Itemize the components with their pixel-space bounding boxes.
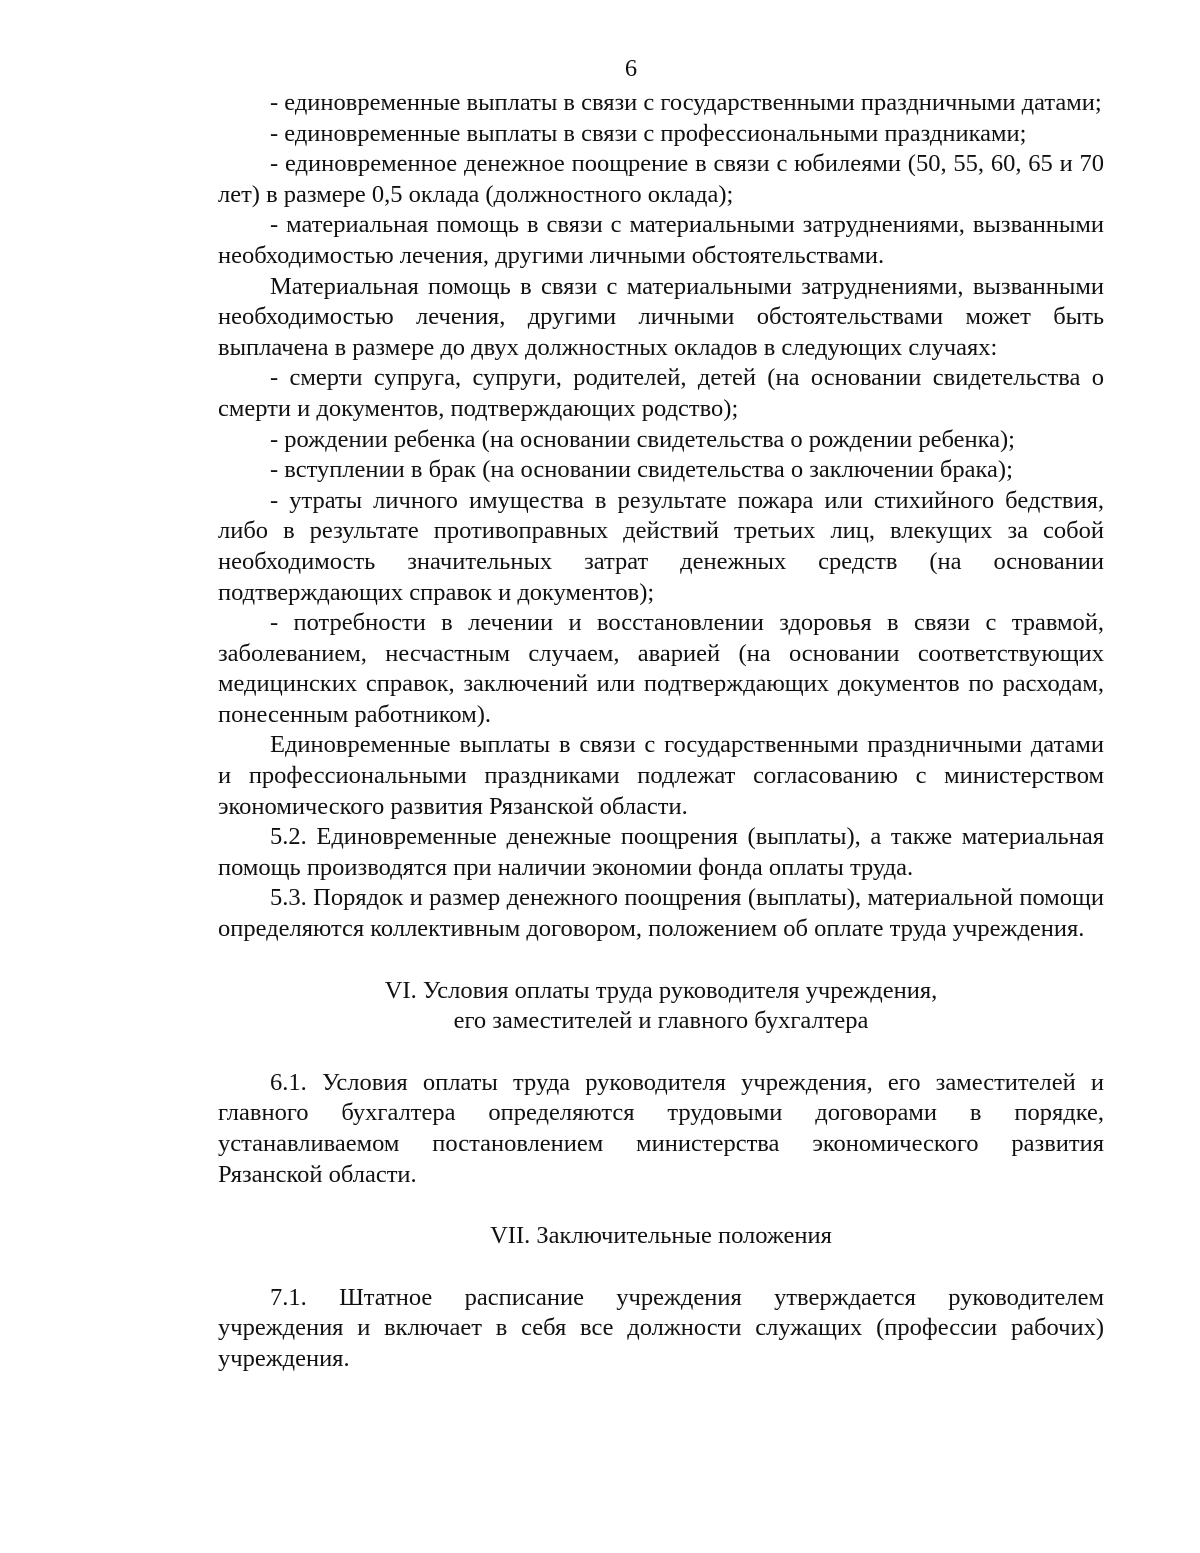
- paragraph: 6.1. Условия оплаты труда руководителя учреждения, его заместителей и главного бухгалтера определяются трудовыми договорами в порядке, устанавливаемом постановлением министерства экономического развития Рязанской области.: [218, 1068, 1104, 1188]
- paragraph: - утраты личного имущества в результате пожара или стихийного бедствия, либо в результате противоправных действий третьих лиц, влекущих за собой необходимость значительных затрат денежных средств (на основании подтверждающих справок и документов);: [218, 486, 1104, 606]
- document-body: [218, 88, 1104, 1375]
- section-spacer: [218, 1252, 1104, 1283]
- paragraph: - смерти супруга, супруги, родителей, детей (на основании свидетельства о смерти и документов, подтверждающих родство);: [218, 364, 1104, 422]
- paragraph: - единовременные выплаты в связи с государственными праздничными датами;: [270, 89, 1102, 116]
- section-spacer: [218, 1190, 1104, 1221]
- paragraph: 5.2. Единовременные денежные поощрения (выплаты), а также материальная помощь производятся при наличии экономии фонда оплаты труда.: [218, 823, 1104, 881]
- section-heading: VII. Заключительные положения: [490, 1222, 832, 1250]
- section-heading: его заместителей и главного бухгалтера: [453, 1007, 869, 1035]
- paragraph: 5.3. Порядок и размер денежного поощрения (выплаты), материальной помощи определяются коллективным договором, положением об оплате труда учреждения.: [218, 884, 1104, 943]
- paragraph: Материальная помощь в связи с материальными затруднениями, вызванными необходимостью лечения, другими личными обстоятельствами может быть выплачена в размере до двух должностных окладов в следующих случаях:: [218, 272, 1104, 361]
- paragraph: - материальная помощь в связи с материальными затруднениями, вызванными необходимостью лечения, другими личными обстоятельствами.: [218, 211, 1104, 269]
- paragraph: Единовременные выплаты в связи с государственными праздничными датами и профессиональными праздниками подлежат согласованию с министерством экономического развития Рязанской области.: [218, 731, 1104, 820]
- section-spacer: [218, 1037, 1104, 1068]
- section-spacer: [218, 945, 1104, 976]
- paragraph: - единовременные выплаты в связи с профессиональными праздниками;: [270, 119, 1027, 147]
- paragraph: - вступлении в брак (на основании свидетельства о заключении брака);: [270, 456, 1013, 484]
- page-number: 6: [624, 55, 638, 82]
- paragraph: - рождении ребенка (на основании свидетельства о рождении ребенка);: [270, 425, 1015, 453]
- paragraph: 7.1. Штатное расписание учреждения утверждается руководителем учреждения и включает в себя все должности служащих (профессии рабочих) учреждения.: [218, 1283, 1104, 1372]
- section-heading: VI. Условия оплаты труда руководителя учреждения,: [384, 976, 938, 1004]
- paragraph: - единовременное денежное поощрение в связи с юбилеями (50, 55, 60, 65 и 70 лет) в размере 0,5 оклада (должностного оклада);: [218, 150, 1104, 208]
- paragraph: - потребности в лечении и восстановлении здоровья в связи с травмой, заболеванием, несчастным случаем, аварией (на основании соответствующих медицинских справок, заключений или подтверждающих документов по расходам, понесенным работником).: [218, 609, 1104, 728]
